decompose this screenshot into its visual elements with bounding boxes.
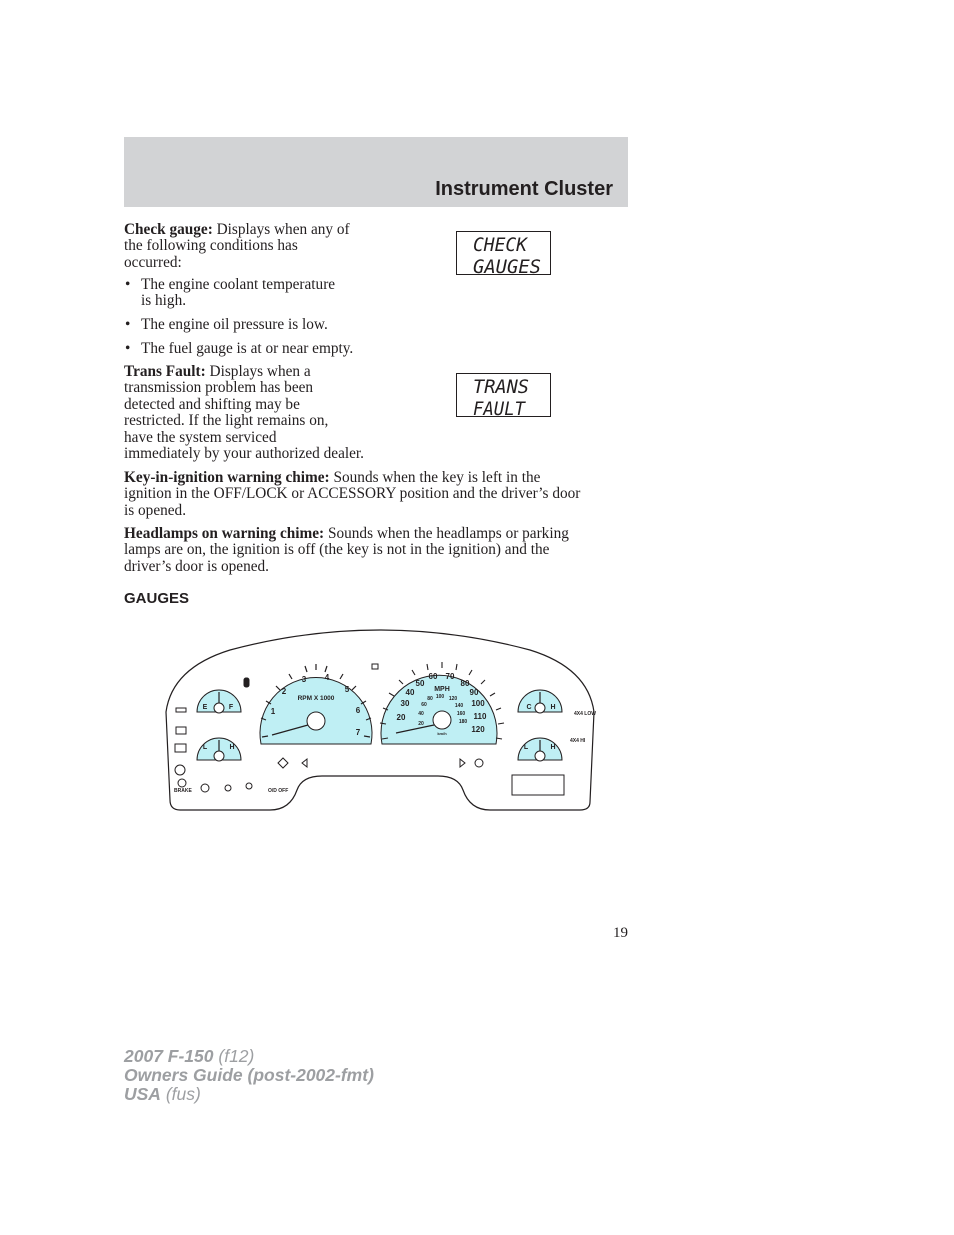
headlamp-indicator-icon bbox=[372, 664, 378, 669]
brake-warning-icon bbox=[178, 779, 186, 787]
bullet-mark: • bbox=[125, 276, 131, 293]
trans-fault-text: Displays when a bbox=[205, 363, 311, 380]
bullet-item-oil bbox=[124, 317, 394, 333]
trans-fault-line-2: FAULT bbox=[473, 398, 527, 418]
speedo-mph-number: 40 bbox=[405, 688, 415, 697]
speedo-mph-number: 70 bbox=[445, 672, 455, 681]
speedo-kmh-number: 60 bbox=[421, 702, 427, 708]
check-gauge-text-2: the following conditions has bbox=[124, 237, 298, 255]
headlamp-chime-term: Headlamps on warning chime: bbox=[124, 525, 325, 542]
battery-voltage-gauge bbox=[518, 738, 562, 761]
oil-h-label: H bbox=[229, 744, 235, 751]
key-chime-text: is opened. bbox=[124, 501, 187, 519]
tach-number: 6 bbox=[355, 706, 361, 715]
speedo-mph-number: 50 bbox=[415, 679, 425, 688]
bullet-text: The engine oil pressure is low. bbox=[141, 316, 328, 333]
trans-fault-text: transmission problem has been bbox=[124, 379, 314, 397]
cruise-control-icon bbox=[475, 759, 483, 767]
speedo-mph-number: 100 bbox=[471, 699, 485, 708]
check-gauge-text-1: Displays when any of bbox=[212, 221, 350, 238]
check-gauges-line-1: CHECK bbox=[473, 234, 529, 256]
battery-charge-icon bbox=[175, 744, 186, 752]
safety-belt-icon bbox=[246, 783, 252, 789]
check-gauges-line-2: GAUGES bbox=[473, 256, 541, 276]
message-center-display bbox=[512, 775, 564, 795]
check-gauge-text-3: occurred: bbox=[124, 253, 182, 271]
turn-left-icon bbox=[302, 759, 307, 767]
tachometer-gauge bbox=[260, 664, 372, 744]
tach-label: RPM X 1000 bbox=[297, 695, 335, 702]
fuel-e-label: E bbox=[202, 704, 208, 711]
headlamp-chime-text: driver’s door is opened. bbox=[124, 557, 270, 575]
section-header-bar bbox=[124, 137, 628, 207]
speedo-kmh-number: 180 bbox=[458, 719, 468, 725]
tach-number: 7 bbox=[355, 728, 361, 737]
speedo-kmh-number: 120 bbox=[448, 696, 458, 702]
footer-model: 2007 F-150 bbox=[124, 1046, 214, 1066]
tach-number: 2 bbox=[281, 687, 287, 696]
check-gauges-display-text bbox=[457, 232, 552, 276]
footer-region-code: (fus) bbox=[160, 1084, 201, 1104]
bullet-text: is high. bbox=[141, 292, 187, 310]
bullet-item-fuel bbox=[124, 341, 394, 357]
oil-pressure-gauge bbox=[197, 738, 241, 761]
key-chime-term: Key-in-ignition warning chime: bbox=[124, 469, 330, 486]
speedo-kmh-number: 80 bbox=[427, 696, 433, 702]
airbag-icon bbox=[225, 785, 231, 791]
check-engine-icon bbox=[175, 765, 185, 775]
trans-fault-display-text bbox=[457, 374, 552, 418]
speedo-kmh-number: 160 bbox=[456, 711, 466, 717]
od-off-label: O/D OFF bbox=[268, 788, 289, 794]
speedo-mph-number: 20 bbox=[396, 713, 406, 722]
fuel-f-label: F bbox=[228, 704, 234, 711]
seatbelt-warning-icon bbox=[244, 678, 249, 687]
check-gauges-display bbox=[456, 231, 551, 275]
coolant-temp-gauge bbox=[518, 690, 562, 713]
check-gauge-paragraph bbox=[124, 222, 396, 271]
instrument-cluster-illustration bbox=[160, 620, 600, 820]
footer-guide: Owners Guide (post-2002-fmt) bbox=[124, 1065, 374, 1085]
speedo-mph-number: 80 bbox=[460, 679, 470, 688]
trans-fault-paragraph bbox=[124, 364, 396, 462]
speedo-kmh-number: 140 bbox=[454, 703, 464, 709]
speedo-kmh-number: 40 bbox=[418, 711, 424, 717]
tach-number: 5 bbox=[344, 685, 350, 694]
page-number: 19 bbox=[613, 925, 628, 941]
speedo-kmh-number: 20 bbox=[418, 721, 424, 727]
bullet-mark: • bbox=[125, 316, 131, 333]
footer-model-code: (f12) bbox=[213, 1046, 255, 1066]
batt-l-label: L bbox=[523, 744, 529, 751]
speedo-mph-number: 120 bbox=[471, 725, 485, 734]
trans-fault-display bbox=[456, 373, 551, 417]
turn-right-icon bbox=[460, 759, 465, 767]
speedo-mph-number: 60 bbox=[428, 672, 438, 681]
document-footer bbox=[124, 1047, 374, 1104]
bullet-text: The fuel gauge is at or near empty. bbox=[141, 340, 354, 357]
wrench-icon bbox=[176, 708, 186, 712]
trans-fault-text: detected and shifting may be bbox=[124, 395, 300, 413]
key-chime-text: ignition in the OFF/LOCK or ACCESSORY position and the driver’s door bbox=[124, 485, 581, 503]
fourx4-low-indicator: 4X4 LOW bbox=[574, 711, 596, 717]
headlamp-chime-text: lamps are on, the ignition is off (the key is not in the ignition) and the bbox=[124, 541, 550, 559]
footer-region: USA bbox=[124, 1084, 161, 1104]
speedo-mph-number: 30 bbox=[400, 699, 410, 708]
speedo-mph-number: 90 bbox=[469, 688, 479, 697]
door-ajar-icon bbox=[278, 758, 288, 768]
brake-warning-label: BRAKE bbox=[174, 788, 192, 794]
section-title: Instrument Cluster bbox=[435, 178, 613, 200]
temp-h-label: H bbox=[550, 704, 556, 711]
trans-fault-text: have the system serviced bbox=[124, 428, 277, 446]
headlamp-chime-text: Sounds when the headlamps or parking bbox=[324, 525, 569, 542]
trans-fault-text: immediately by your authorized dealer. bbox=[124, 445, 364, 463]
speedo-kmh-unit: km/h bbox=[437, 731, 447, 736]
key-chime-text: Sounds when the key is left in the bbox=[329, 469, 541, 486]
tach-number: 4 bbox=[324, 673, 330, 682]
tach-number: 1 bbox=[270, 707, 276, 716]
speedometer-gauge bbox=[380, 662, 504, 744]
fourx4-hi-indicator: 4X4 HI bbox=[570, 738, 586, 744]
trans-fault-line-1: TRANS bbox=[473, 376, 529, 398]
gauges-heading: GAUGES bbox=[124, 590, 190, 607]
speedo-kmh-number: 100 bbox=[435, 694, 445, 700]
fuel-gauge bbox=[197, 690, 241, 713]
batt-h-label: H bbox=[550, 744, 556, 751]
trans-fault-text: restricted. If the light remains on, bbox=[124, 412, 329, 430]
temp-c-label: C bbox=[526, 704, 532, 711]
check-gauge-term: Check gauge: bbox=[124, 221, 213, 238]
key-chime-paragraph bbox=[124, 470, 630, 519]
speedo-mph-number: 110 bbox=[473, 712, 487, 721]
oil-l-label: L bbox=[202, 744, 208, 751]
bullet-text: The engine coolant temperature bbox=[141, 276, 336, 293]
speedo-label: MPH bbox=[434, 686, 450, 693]
trans-fault-term: Trans Fault: bbox=[124, 363, 206, 380]
abs-icon bbox=[201, 784, 209, 792]
bullet-mark: • bbox=[125, 340, 131, 357]
bullet-item-coolant bbox=[124, 277, 394, 310]
tire-pressure-icon bbox=[176, 727, 186, 734]
tach-number: 3 bbox=[301, 675, 307, 684]
headlamp-chime-paragraph bbox=[124, 526, 630, 575]
